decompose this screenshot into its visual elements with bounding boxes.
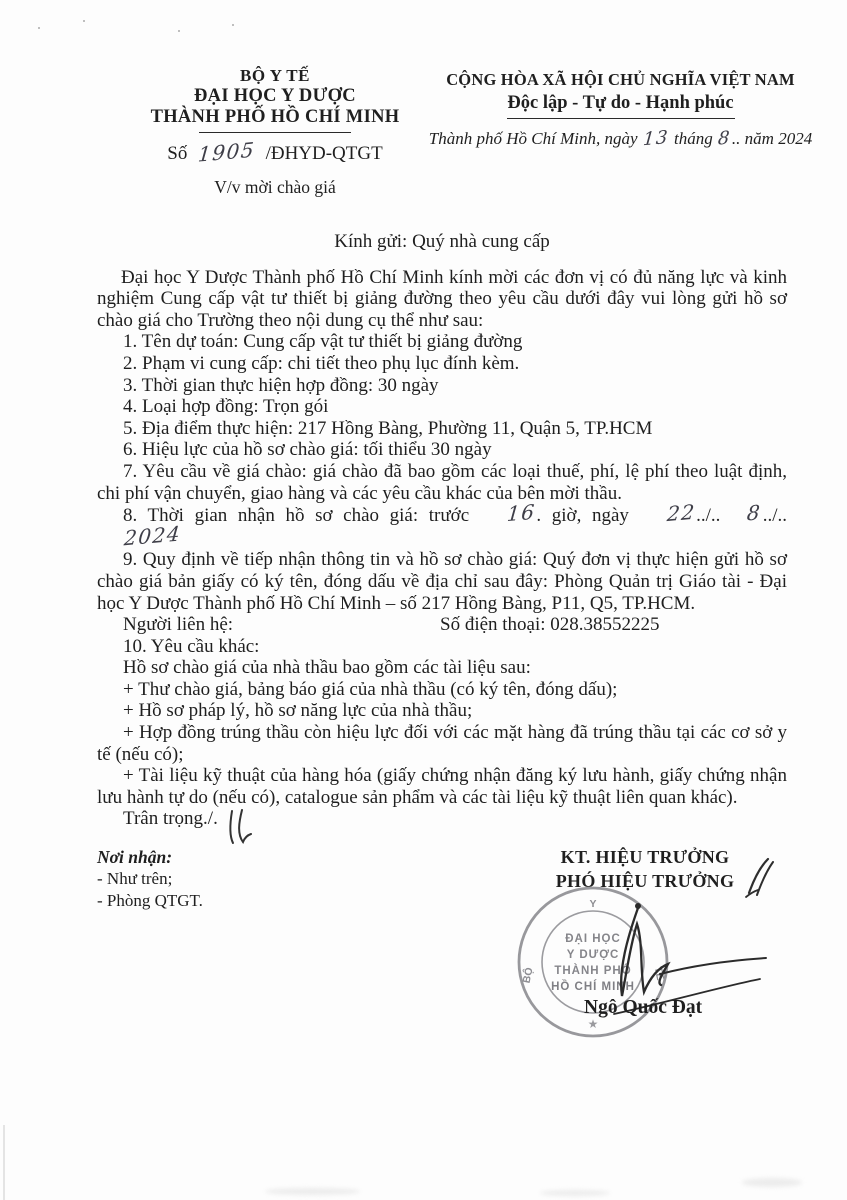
scan-smudge [742, 1178, 802, 1187]
seal-center-line1: ĐẠI HỌC [565, 933, 621, 945]
item-5: 5. Địa điểm thực hiện: 217 Hồng Bàng, Phường 11, Quận 5, TP.HCM [123, 417, 653, 439]
org-underline [199, 132, 351, 133]
recipient-line: - Như trên; [97, 869, 173, 888]
salutation: Kính gửi: Quý nhà cung cấp [334, 231, 550, 252]
number-label: Số [167, 143, 188, 164]
signer-title-1: KT. HIỆU TRƯỞNG [560, 847, 730, 867]
recipient-line: - Phòng QTGT. [97, 891, 203, 910]
place-date-line [428, 128, 813, 149]
seal-ring-right-text: TẾ [651, 965, 667, 982]
scan-edge-line [3, 1125, 5, 1200]
scan-speck [83, 20, 85, 22]
seal-center-line3: THÀNH PHỐ [554, 965, 632, 977]
date-mid: tháng [673, 129, 713, 148]
contact-label: Người liên hệ: [123, 614, 234, 636]
document-subject: V/v mời chào giá [214, 177, 336, 197]
signer-title-2: PHÓ HIỆU TRƯỞNG [555, 871, 735, 891]
item-8-hour-handwritten: 16 [505, 499, 537, 527]
item-1: 1. Tên dự toán: Cung cấp vật tư thiết bị giảng đường [123, 331, 523, 353]
number-handwritten: 1905 [196, 137, 257, 167]
item-8 [97, 499, 788, 551]
official-seal [510, 884, 782, 1052]
contact-line [97, 614, 787, 636]
seal-center-line4: HỒ CHÍ MINH [551, 981, 635, 993]
recipients-title: Nơi nhận: [97, 847, 173, 867]
bullet-3: + Hợp đồng trúng thầu còn hiệu lực đối với các mặt hàng đã trúng thầu tại các cơ sở y tế (nếu có); [97, 722, 787, 765]
letter-body [97, 231, 787, 830]
item-9: 9. Quy định về tiếp nhận thông tin và hồ sơ chào giá: Quý đơn vị thực hiện gửi hồ sơ chào giá bản giấy có ký tên, đóng dấu về địa chỉ sau đây: Phòng Quản trị Giáo tài - Đại học Y Dược Thành phố Hồ Chí Minh – số 217 Hồng Bàng, P11, Q5, TP.HCM. [97, 549, 787, 614]
seal-ring-left-text: BỘ [520, 966, 536, 985]
org-name-line2: THÀNH PHỐ HỒ CHÍ MINH [150, 107, 400, 127]
scan-speck [232, 24, 234, 26]
national-motto-line2: Độc lập - Tự do - Hạnh phúc [507, 93, 734, 113]
pen-mark-icon [225, 809, 253, 845]
scan-smudge [265, 1188, 360, 1195]
seal-center-line2: Y DƯỢC [566, 949, 620, 961]
item-7: 7. Yêu cầu về giá chào: giá chào đã bao gồm các loại thuế, phí, lệ phí theo luật định, chi phí vận chuyển, giao hàng và các yêu cầu khác của bên mời thầu. [97, 460, 787, 504]
scan-smudge [540, 1190, 610, 1196]
ministry-name: BỘ Y TẾ [240, 66, 310, 85]
item-4: 4. Loại hợp đồng: Trọn gói [123, 396, 329, 418]
signer-name: Ngô Quốc Đạt [584, 997, 703, 1018]
national-header-block [428, 70, 813, 149]
docs-intro: Hồ sơ chào giá của nhà thầu bao gồm các tài liệu sau: [123, 657, 531, 679]
item-8-separator2: ../.. [762, 505, 788, 527]
national-motto-line1: CỘNG HÒA XÃ HỘI CHỦ NGHĨA VIỆT NAM [446, 70, 795, 89]
bullet-4: + Tài liệu kỹ thuật của hàng hóa (giấy chứng nhận đăng ký lưu hành, giấy chứng nhận lưu hành tự do (nếu có), catalogue sản phẩm và các tài liệu kỹ thuật liên quan khác). [97, 765, 787, 808]
signature-tail-upper [660, 958, 766, 974]
date-prefix: Thành phố Hồ Chí Minh, ngày [428, 129, 638, 148]
item-8-mid: . giờ, ngày [536, 505, 629, 527]
scan-speck [178, 30, 180, 32]
item-8-day-handwritten: 22 [665, 499, 697, 527]
motto-underline [507, 118, 735, 119]
item-2: 2. Phạm vi cung cấp: chi tiết theo phụ lục đính kèm. [123, 352, 520, 374]
seal-and-signature-graphic [510, 884, 782, 1052]
date-month-handwritten: 8 [717, 127, 732, 150]
bullet-2: + Hồ sơ pháp lý, hồ sơ năng lực của nhà thầu; [123, 700, 473, 722]
seal-ring-top-text: Y [589, 898, 597, 910]
scan-speck [38, 27, 40, 29]
closing-line [97, 808, 787, 830]
document-number-line [110, 137, 440, 167]
item-8-year-handwritten: 2024 [123, 520, 183, 551]
org-name-line1: ĐẠI HỌC Y DƯỢC [194, 86, 356, 106]
issuing-org-block [110, 66, 440, 198]
recipients-block [97, 846, 203, 912]
item-3: 3. Thời gian thực hiện hợp đồng: 30 ngày [123, 374, 439, 396]
number-ref: /ĐHYD-QTGT [265, 143, 383, 164]
item-8-prefix: 8. Thời gian nhận hồ sơ chào giá: trước [123, 505, 470, 527]
item-8-separator1: ../.. [696, 505, 721, 527]
bullet-1: + Thư chào giá, bảng báo giá của nhà thầu (có ký tên, đóng dấu); [123, 678, 618, 700]
seal-star-icon: ★ [587, 1017, 599, 1031]
intro-paragraph: Đại học Y Dược Thành phố Hồ Chí Minh kính mời các đơn vị có đủ năng lực và kinh nghiệm Cung cấp vật tư thiết bị giảng đường theo yêu cầu dưới đây vui lòng gửi hồ sơ chào giá cho Trường theo nội dung cụ thể như sau: [97, 266, 787, 331]
date-day-handwritten: 13 [641, 126, 670, 151]
contact-phone: Số điện thoại: 028.38552225 [440, 614, 660, 636]
item-6: 6. Hiệu lực của hồ sơ chào giá: tối thiểu 30 ngày [123, 439, 492, 461]
closing-text: Trân trọng./. [123, 808, 218, 830]
date-suffix: .. năm 2024 [731, 129, 813, 148]
item-8-month-handwritten: 8 [746, 500, 763, 526]
item-10: 10. Yêu cầu khác: [123, 635, 260, 657]
